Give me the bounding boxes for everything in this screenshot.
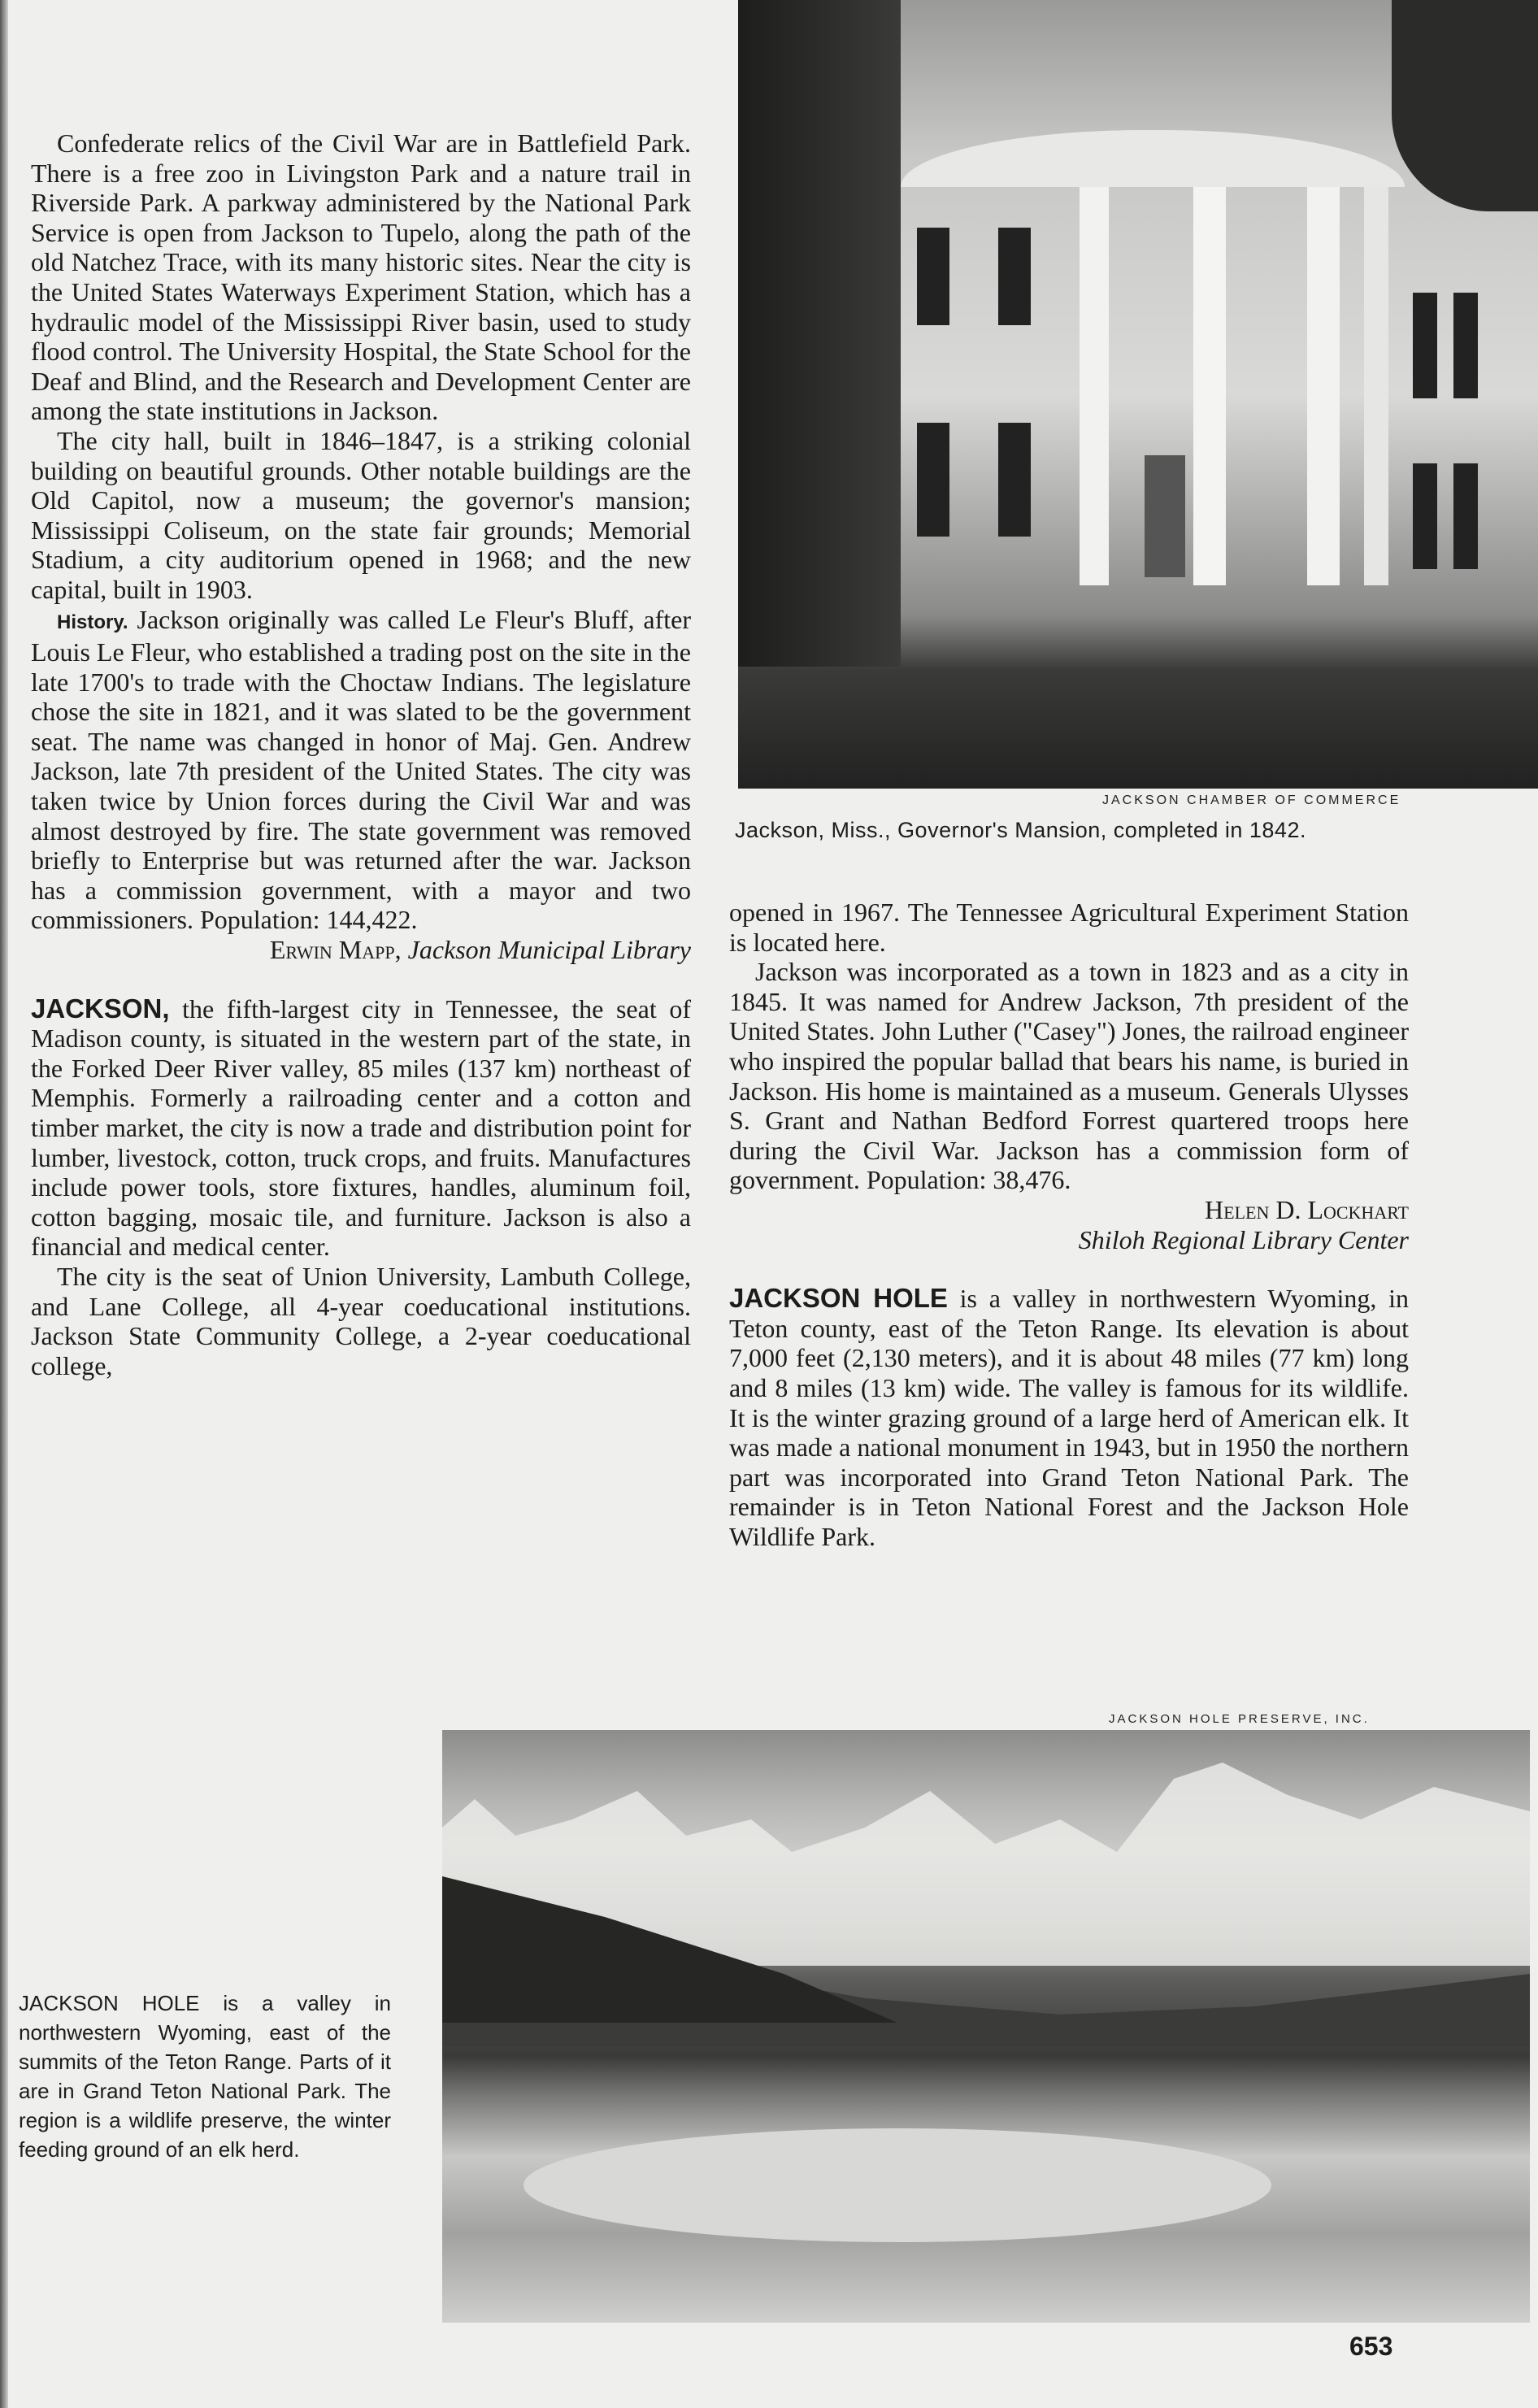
page-binding-shadow (0, 0, 8, 2408)
author-name: Helen D. Lockhart (1205, 1194, 1409, 1224)
paragraph: Jackson was incorporated as a town in 1823 and as a city in 1845. It was named for Andrew Jackson, 7th president of the United States. John Luther ("Casey") Jones, the railroad engineer who inspired the popular ballad that bears his name, is buried in Jackson. His home is maintained as a museum. Generals Ulysses S. Grant and Nathan Bedford Forrest quartered troops here during the Civil War. Jackson has a commission form of government. Population: 38,476. (729, 957, 1409, 1195)
page-number: 653 (1349, 2332, 1393, 2361)
paragraph: Confederate relics of the Civil War are in Battlefield Park. There is a free zoo in Livingston Park and a nature trail in Riverside Park. A parkway administered by the National Park Service is open from Jackson to Tupelo, along the path of the old Natchez Trace, with its many historic sites. Near the city is the United States Waterways Experiment Station, which has a hydraulic model of the Mississippi River basin, used to study flood control. The University Hospital, the State School for the Deaf and Blind, and the Research and Development Center are among the state institutions in Jackson. (31, 128, 691, 426)
teton-range-photo (442, 1730, 1530, 2323)
mansion-photo-caption: Jackson, Miss., Governor's Mansion, completed in 1842. (735, 818, 1306, 842)
paragraph: The city is the seat of Union University, Lambuth College, and Lane College, all 4-year coeducational institutions. Jackson State Community College, a 2-year coeducational college, (31, 1261, 691, 1380)
teton-photo-caption: JACKSON HOLE is a valley in northwestern Wyoming, east of the summits of the Teton Range. Parts of it are in Grand Teton National Park. The region is a wildlife preserve, the winter feeding ground of an elk herd. (19, 1991, 391, 2162)
entry-jackson-hole: JACKSON HOLE is a valley in northwestern Wyoming, in Teton county, east of the Teton Range. Its elevation is about 7,000 feet (2,130 meters), and it is about 48 miles (77 km) long and 8 miles (13 km) wide. The valley is famous for its wildlife. It is the winter grazing ground of a large herd of American elk. It was made a national monument in 1943, but in 1950 the northern part was incorporated into Grand Teton National Park. The remainder is in Teton National Forest and the Jackson Hole Wildlife Park. (729, 1283, 1410, 1551)
governors-mansion-photo (738, 0, 1538, 789)
left-column (31, 128, 691, 1380)
paragraph: History. Jackson originally was called Le Fleur's Bluff, after Louis Le Fleur, who established a trading post on the site in the late 1700's to trade with the Choctaw Indians. The legislature chose the site in 1821, and it was slated to be the government seat. The name was changed in honor of Maj. Gen. Andrew Jackson, late 7th president of the United States. The city was taken twice by Union forces during the Civil War and was almost destroyed by fire. The state government was removed briefly to Enterprise but was returned after the war. Jackson has a commission government, with a mayor and two commissioners. Population: 144,422. (31, 604, 691, 935)
paragraph: opened in 1967. The Tennessee Agricultural Experiment Station is located here. (729, 898, 1409, 957)
entry-jackson-tennessee: JACKSON, the fifth-largest city in Tennessee, the seat of Madison county, is situated in the western part of the state, in the Forked Deer River valley, 85 miles (137 km) northeast of Memphis. Formerly a railroading center and a cotton and timber market, the city is now a trade and distribution point for lumber, livestock, cotton, truck crops, and fruits. Manufactures include power tools, store fixtures, handles, aluminum foil, cotton bagging, mosaic tile, and furniture. Jackson is also a financial and medical center. (31, 993, 691, 1262)
teton-photo-credit: JACKSON HOLE PRESERVE, INC. (1109, 1712, 1370, 1726)
paragraph: The city hall, built in 1846–1847, is a striking colonial building on beautiful grounds. Other notable buildings are the Old Capitol, now a museum; the governor's mansion; Mississippi Coliseum, on the state fair grounds; Memorial Stadium, a city auditorium opened in 1968; and the new capital, built in 1903. (31, 425, 691, 604)
right-column (729, 898, 1409, 1551)
mansion-photo-credit: JACKSON CHAMBER OF COMMERCE (1102, 793, 1401, 807)
history-heading: History. (57, 611, 128, 633)
mountain-silhouette (442, 1730, 1530, 2323)
author-library: Shiloh Regional Library Center (1078, 1224, 1409, 1254)
author-signature: Erwin Mapp, Jackson Municipal Library (269, 935, 691, 965)
